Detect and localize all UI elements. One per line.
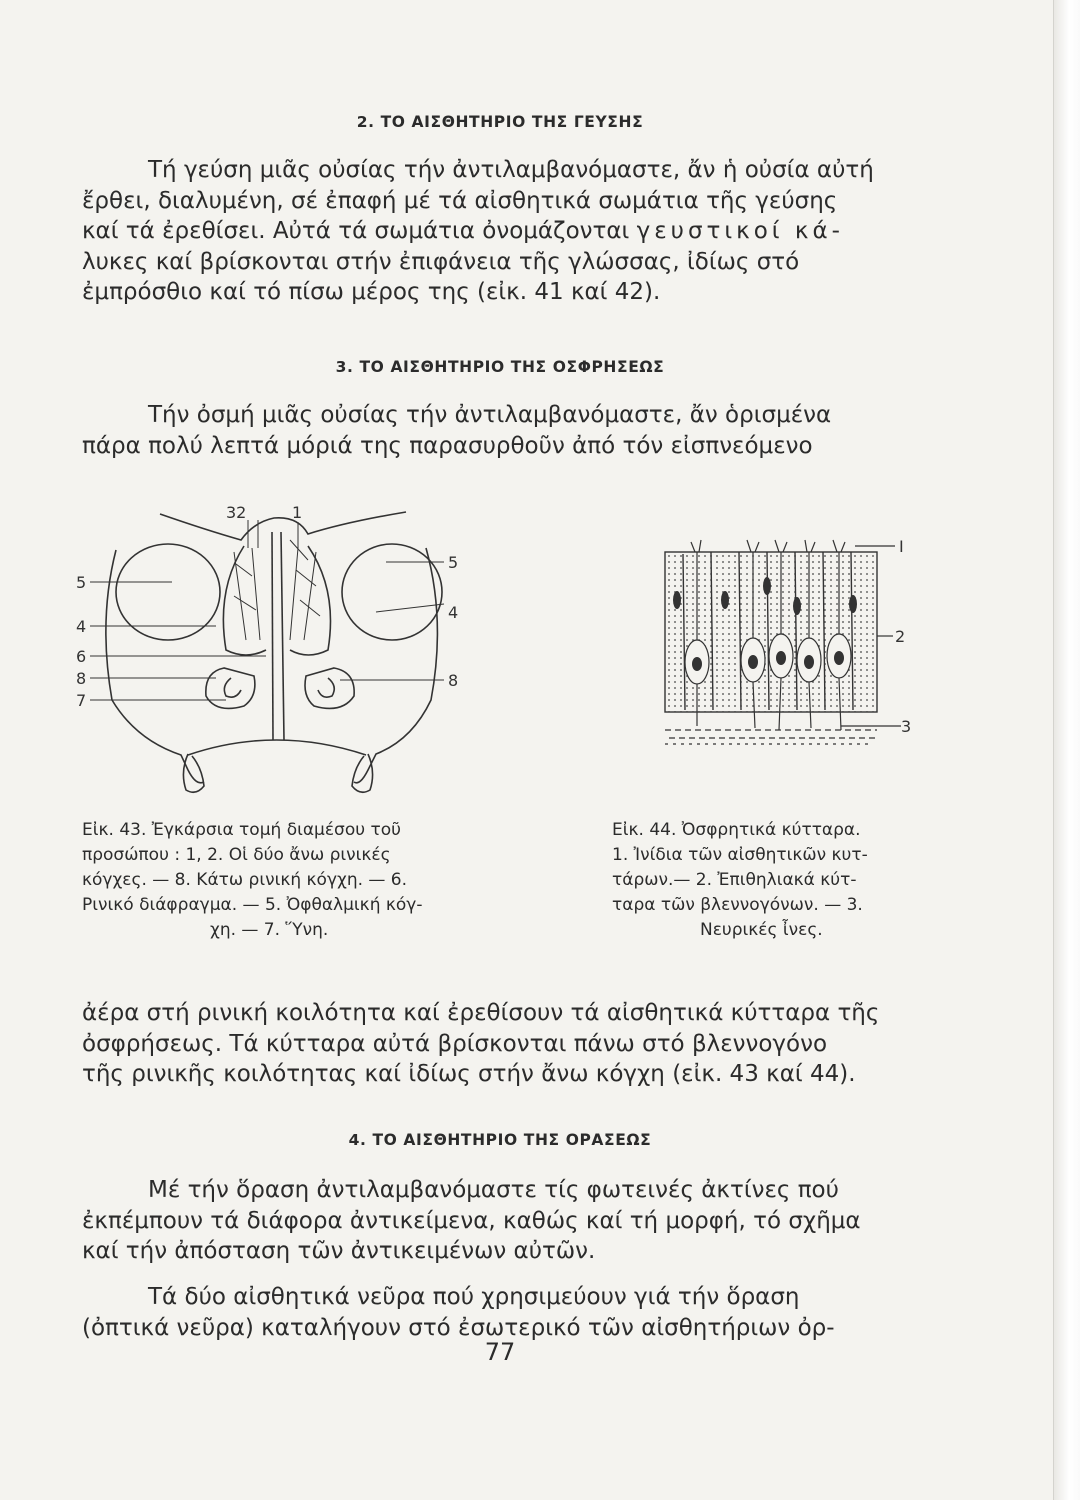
text-line: Τήν ὀσμή μιᾶς οὐσίας τήν ἀντιλαμβανόμαστε, ἄν ὁρισμένα: [148, 402, 832, 428]
caption-line: προσώπου : 1, 2. Οἱ δύο ἄνω ρινικές: [82, 845, 391, 865]
paragraph-taste: [82, 155, 918, 308]
text-line: ἔρθει, διαλυμένη, σέ ἐπαφή μέ τά αἰσθητικά σωμάτια τῆς γεύσης: [82, 187, 838, 214]
caption-line: τάρων.— 2. Ἐπιθηλιακά κύτ-: [612, 870, 857, 890]
label-1: I: [899, 537, 904, 556]
term-gustatory: γευστικοί κά-: [636, 218, 844, 244]
text-line: τῆς ρινικῆς κοιλότητας καί ἰδίως στήν ἄνω κόγχη (εἰκ. 43 καί 44).: [82, 1061, 856, 1087]
caption-line: χη. — 7. Ὕνη.: [210, 920, 329, 940]
label-left-8: 8: [76, 669, 87, 688]
caption-line: Ρινικό διάφραγμα. — 5. Ὀφθαλμική κόγ-: [82, 895, 423, 915]
text-line: ἐκπέμπουν τά διάφορα ἀντικείμενα, καθώς καί τή μορφή, τό σχῆμα: [82, 1207, 861, 1234]
text-line: καί τήν ἀπόσταση τῶν ἀντικειμένων αὐτῶν.: [82, 1238, 596, 1264]
caption-line: Εἰκ. 43. Ἐγκάρσια τομή διαμέσου τοῦ: [82, 820, 401, 840]
paragraph-vision: [82, 1175, 918, 1267]
label-32: 32: [226, 503, 247, 522]
heading-vision: 4. ΤΟ ΑΙΣΘΗΤΗΡΙΟ ΤΗΣ ΟΡΑΣΕΩΣ: [348, 1131, 652, 1149]
label-left-7: 7: [76, 691, 87, 710]
label-left-4: 4: [76, 617, 87, 636]
page-number: 77: [484, 1338, 516, 1366]
figure-43-nasal-section: [76, 500, 476, 805]
label-right-4: 4: [448, 603, 459, 622]
heading-smell: 3. ΤΟ ΑΙΣΘΗΤΗΡΙΟ ΤΗΣ ΟΣΦΡΗΣΕΩΣ: [335, 358, 665, 376]
label-right-8: 8: [448, 671, 459, 690]
caption-line: κόγχες. — 8. Κάτω ρινική κόγχη. — 6.: [82, 870, 408, 890]
caption-line: Εἰκ. 44. Ὀσφρητικά κύτταρα.: [612, 820, 861, 840]
heading-taste: 2. ΤΟ ΑΙΣΘΗΤΗΡΙΟ ΤΗΣ ΓΕΥΣΗΣ: [356, 113, 644, 131]
paragraph-smell-continued: [82, 998, 918, 1090]
label-2: 2: [895, 627, 906, 646]
text-line: ἀέρα στή ρινική κοιλότητα καί ἐρεθίσουν τά αἰσθητικά κύτταρα τῆς: [82, 1000, 880, 1026]
text-line: ὀσφρήσεως. Τά κύτταρα αὐτά βρίσκονται πάνω στό βλεννογόνο: [82, 1030, 828, 1057]
paragraph-vision-2: [82, 1282, 918, 1343]
text-line: (ὀπτικά νεῦρα) καταλήγουν στό ἐσωτερικό τῶν αἰσθητήριων ὀρ-: [82, 1314, 835, 1341]
label-right-5: 5: [448, 553, 459, 572]
caption-figure-43: [82, 818, 502, 943]
text-line-with-term: [82, 216, 918, 247]
text-fragment: καί τά ἐρεθίσει. Αὐτά τά σωμάτια ὀνομάζονται: [82, 218, 630, 244]
label-3: 3: [901, 717, 912, 736]
caption-figure-44: [612, 818, 922, 943]
figure-44-olfactory-cells: [655, 530, 915, 770]
label-left-5: 5: [76, 573, 87, 592]
caption-line: 1. Ἰνίδια τῶν αἰσθητικῶν κυτ-: [612, 845, 868, 865]
text-line: Τά δύο αἰσθητικά νεῦρα πού χρησιμεύουν γιά τήν ὅραση: [148, 1284, 800, 1310]
label-left-6: 6: [76, 647, 87, 666]
text-line: ἐμπρόσθιο καί τό πίσω μέρος της (εἰκ. 41 καί 42).: [82, 279, 661, 305]
caption-line: Νευρικές ἶνες.: [700, 920, 823, 940]
page-edge: [1053, 0, 1080, 1500]
text-line: Μέ τήν ὅραση ἀντιλαμβανόμαστε τίς φωτεινές ἀκτίνες πού: [148, 1177, 839, 1203]
text-line: Τή γεύση μιᾶς οὐσίας τήν ἀντιλαμβανόμαστε, ἄν ἡ οὐσία αὐτή: [148, 157, 874, 183]
text-line: λυκες καί βρίσκονται στήν ἐπιφάνεια τῆς γλώσσας, ἰδίως στό: [82, 248, 800, 275]
caption-line: ταρα τῶν βλεννογόνων. — 3.: [612, 895, 863, 915]
label-1: 1: [292, 503, 303, 522]
text-line: πάρα πολύ λεπτά μόριά της παρασυρθοῦν ἀπό τόν εἰσπνεόμενο: [82, 432, 813, 459]
paragraph-smell: [82, 400, 918, 461]
